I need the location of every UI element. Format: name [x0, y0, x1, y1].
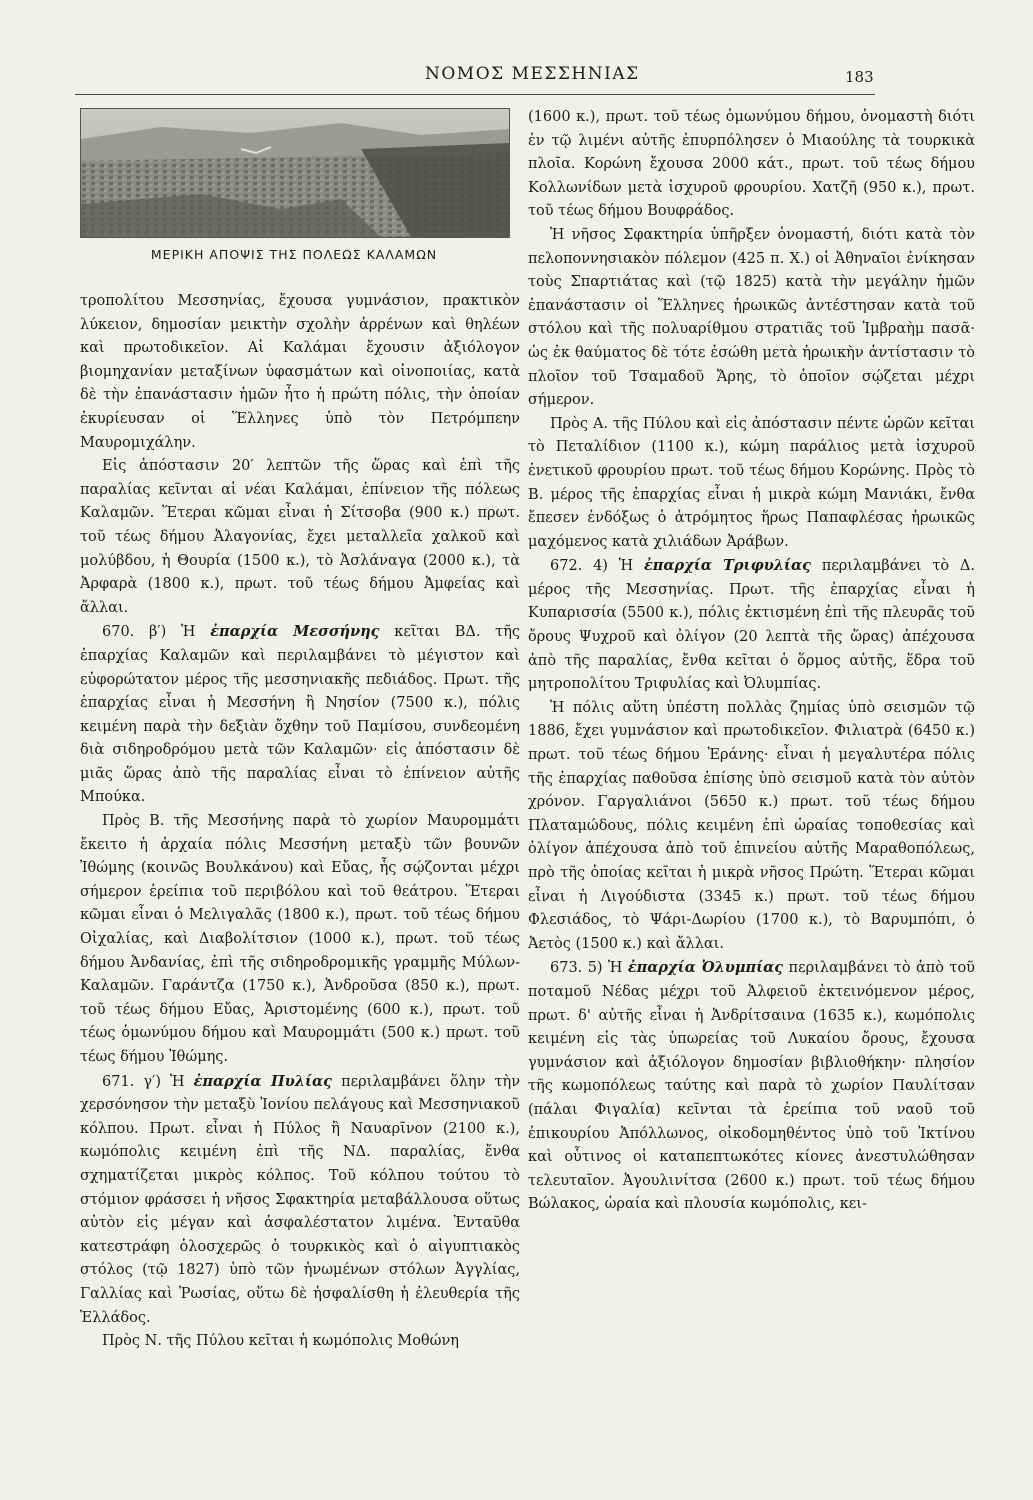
section-number: 671. γ′) Ἡ: [102, 1073, 185, 1090]
left-column: [80, 290, 520, 1354]
section-670: [80, 620, 520, 810]
kalamata-photograph: [80, 108, 510, 238]
section-number: 672. 4) Ἡ: [550, 558, 634, 575]
paragraph: Πρὸς Α. τῆς Πύλου καὶ εἰς ἀπόστασιν πέντε ὡρῶν κεῖται τὸ Πεταλίδιον (1100 κ.), κώμη παράλιος μετὰ ἰσχυροῦ ἐνετικοῦ φρουρίου πρωτ. τοῦ τέως δήμου Κορώνης. Πρὸς τὸ Β. μέρος τῆς ἐπαρχίας εἶναι ἡ μικρὰ κώμη Μανιάκι, ἔνθα ἔπεσεν ἐνδόξως ὁ ἀτρόμητος ἥρως Παπαφλέσας ἡρωικῶς μαχόμενος κατὰ χιλιάδων Ἀράβων.: [528, 415, 975, 550]
paragraph: (1600 κ.), πρωτ. τοῦ τέως ὁμωνύμου δήμου, ὀνομαστὴ διότι ἐν τῷ λιμένι αὐτῆς ἐπυρπόλησεν ὁ Μιαούλης τὰ τουρκικὰ πλοῖα. Κορώνη ἔχουσα 2000 κάτ., πρωτ. τοῦ τέως δήμου Κολλωνίδων μετὰ ἰσχυροῦ φρουρίου. Χατζῆ (950 κ.), πρωτ. τοῦ τέως δήμου Βουφράδος.: [528, 109, 975, 220]
section-text: κεῖται ΒΔ. τῆς ἐπαρχίας Καλαμῶν καὶ περιλαμβάνει τὸ μέγιστον καὶ εὐφορώτατον μέρος τῆς μεσσηνιακῆς πεδιάδος. Πρωτ. τῆς ἐπαρχίας εἶναι ἡ Μεσσήνη ἢ Νησίον (7500 κ.), πόλις κειμένη παρὰ τὴν δεξιὰν ὄχθην τοῦ Παμίσου, συνδεομένη διὰ σιδηροδρόμου μετὰ τῶν Καλαμῶν· εἰς ἀπόστασιν δὲ μιᾶς ὥρας ἀπὸ τῆς παραλίας εἶναι τὸ ἐπίνειον αὐτῆς Μπούκα.: [80, 624, 521, 806]
paragraph: Ἡ πόλις αὕτη ὑπέστη πολλὰς ζημίας ὑπὸ σεισμῶν τῷ 1886, ἔχει γυμνάσιον καὶ πρωτοδικεῖον. Φιλιατρὰ (6450 κ.) πρωτ. τοῦ τέως δήμου Ἐράνης· εἶναι ἡ μεγαλυτέρα πόλις τῆς ἐπαρχίας παθοῦσα ἐπίσης ὑπὸ σεισμοῦ κατὰ τὸν αὐτὸν χρόνον. Γαργαλιάνοι (5650 κ.) πρωτ. τοῦ τέως δήμου Πλαταμώδους, πόλις κειμένη ἐπὶ ὡραίας τοποθεσίας καὶ ὀλίγον ἀπέχουσα ἀπὸ τοῦ ἐπινείου αὐτῆς Μαραθοπόλεως, πρὸ τῆς ὁποίας κεῖται ἡ μικρὰ νῆσος Πρώτη. Ἕτεραι κῶμαι εἶναι ἡ Λιγούδιστα (3345 κ.) πρωτ. τοῦ τέως δήμου Φλεσιάδος, τὸ Ψάρι-Δωρίου (1700 κ.), τὸ Βαρυμπόπι, ὁ Ἀετὸς (1500 κ.) καὶ ἄλλαι.: [528, 699, 975, 952]
paragraph: Πρὸς Ν. τῆς Πύλου κεῖται ἡ κωμόπολις Μοθώνη: [102, 1333, 459, 1350]
running-title: ΝΟΜΟΣ ΜΕΣΣΗΝΙΑΣ: [425, 64, 640, 84]
section-671: [80, 1070, 520, 1331]
section-title: ἐπαρχία Ὀλυμπίας: [627, 959, 784, 977]
figure-caption: ΜΕΡΙΚΗ ΑΠΟΨΙΣ ΤΗΣ ΠΟΛΕΩΣ ΚΑΛΑΜΩΝ: [150, 247, 438, 262]
section-text: περιλαμβάνει ὅλην τὴν χερσόνησον τὴν μεταξὺ Ἰονίου πελάγους καὶ Μεσσηνιακοῦ κόλπου. Πρωτ. εἶναι ἡ Πύλος ἢ Ναυαρῖνον (2100 κ.), κωμόπολις κειμένη ἐπὶ τῆς ΝΔ. παραλίας, ἔνθα σχηματίζεται μικρὸς κόλπος. Τοῦ κόλπου τούτου τὸ στόμιον φράσσει ἡ νῆσος Σφακτηρία μεταβάλλουσα οὕτως αὐτὸν εἰς μέγαν καὶ ἀσφαλέστατον λιμένα. Ἐνταῦθα κατεστράφη ὁλοσχερῶς ὁ τουρκικὸς καὶ ὁ αἰγυπτιακὸς στόλος (τῷ 1827) ὑπὸ τῶν ἡνωμένων στόλων Ἀγγλίας, Γαλλίας καὶ Ῥωσίας, οὕτω δὲ ἠσφαλίσθη ἡ ἐλευθερία τῆς Ἑλλάδος.: [80, 1073, 521, 1326]
section-number: 670. β′) Ἡ: [102, 624, 196, 641]
paragraph: Ἡ νῆσος Σφακτηρία ὑπῆρξεν ὀνομαστή, διότι κατὰ τὸν πελοποννησιακὸν πόλεμον (425 π. Χ.) οἱ Ἀθηναῖοι ἐνίκησαν τοὺς Σπαρτιάτας καὶ (τῷ 1825) κατὰ τὴν μεγάλην ἡμῶν ἐπανάστασιν οἱ Ἕλληνες ἡρωικῶς ἀντέστησαν κατὰ τοῦ στόλου καὶ τῆς πολυαρίθμου στρατιᾶς τοῦ Ἰμβραὴμ πασᾶ· ὡς ἐκ θαύματος δὲ τότε ἐσώθη μετὰ ἡρωικὴν ἀντίστασιν τὸ πλοῖον τοῦ Τσαμαδοῦ Ἄρης, τὸ ὁποῖον σῴζεται μέχρι σήμερον.: [528, 226, 975, 409]
page-number: 183: [845, 68, 874, 86]
paragraph: τροπολίτου Μεσσηνίας, ἔχουσα γυμνάσιον, πρακτικὸν λύκειον, δημοσίαν μεικτὴν σχολὴν ἀρρένων καὶ θηλέων καὶ πρωτοδικεῖον. Αἱ Καλάμαι ἔχουσιν ἀξιόλογον βιομηχανίαν μεταξίνων ὑφασμάτων καὶ οἰνοποιίας, κατὰ δὲ τὴν ἐπανάστασιν ἡμῶν ἦτο ἡ πρώτη πόλις, τὴν ὁποίαν ἐκυρίευσαν οἱ Ἕλληνες ὑπὸ τὸν Πετρόμπεην Μαυρομιχάλην.: [80, 293, 520, 451]
paragraph: Πρὸς Β. τῆς Μεσσήνης παρὰ τὸ χωρίον Μαυρομμάτι ἔκειτο ἡ ἀρχαία πόλις Μεσσήνη μεταξὺ τῶν βουνῶν Ἰθώμης (κοινῶς Βουλκάνου) καὶ Εὔας, ἧς σῴζονται μέχρι σήμερον ἐρείπια τοῦ περιβόλου καὶ τοῦ θεάτρου. Ἕτεραι κῶμαι εἶναι ὁ Μελιγαλᾶς (1800 κ.), πρωτ. τοῦ τέως δήμου Οἰχαλίας, καὶ Διαβολίτσιον (1000 κ.), πρωτ. τοῦ τέως δήμου Ἀνδανίας, ἐπὶ τῆς σιδηροδρομικῆς γραμμῆς Μύλων-Καλαμῶν. Γαράντζα (1750 κ.), Ἀνδροῦσα (850 κ.), πρωτ. τοῦ τέως δήμου Εὔας, Ἀριστομένης (600 κ.), πρωτ. τοῦ τέως ὁμωνύμου δήμου καὶ Μαυρομμάτι (500 κ.) πρωτ. τοῦ τέως δήμου Ἰθώμης.: [80, 813, 520, 1065]
section-title: ἐπαρχία Τριφυλίας: [643, 557, 811, 575]
section-title: ἐπαρχία Πυλίας: [193, 1072, 332, 1090]
section-title: ἐπαρχία Μεσσήνης: [210, 623, 380, 641]
section-text: περιλαμβάνει τὸ ἀπὸ τοῦ ποταμοῦ Νέδας μέχρι τοῦ Ἀλφειοῦ ἐκτεινόμενον μέρος, πρωτ. δ' αὐτῆς εἶναι ἡ Ἀνδρίτσαινα (1635 κ.), κωμόπολις κειμένη εἰς τὰς ὑπωρείας τοῦ Λυκαίου ὄρους, ἔχουσα γυμνάσιον καὶ ἀξιόλογον δημοσίαν βιβλιοθήκην· πλησίον τῆς κωμοπόλεως ταύτης καὶ παρὰ τὸ χωρίον Παυλίτσαν (πάλαι Φιγαλία) κεῖνται τὰ ἐρείπια τοῦ ναοῦ τοῦ ἐπικουρίου Ἀπόλλωνος, οἰκοδομηθέντος ὑπὸ τοῦ Ἰκτίνου καὶ οὗτινος οἱ καταπεπτωκότες κίονες ἀνεστυλώθησαν τελευταῖον. Ἀγουλινίτσα (2600 κ.) πρωτ. τοῦ τέως δήμου Βώλακος, ὡραία καὶ πλουσία κωμόπολις, κει-: [528, 960, 976, 1213]
section-672: [528, 554, 975, 697]
page-header: [75, 60, 875, 95]
right-column: [528, 106, 975, 1217]
section-number: 673. 5) Ἡ: [550, 960, 623, 977]
section-text: περιλαμβάνει τὸ Δ. μέρος τῆς Μεσσηνίας. Πρωτ. τῆς ἐπαρχίας εἶναι ἡ Κυπαρισσία (5500 κ.), πόλις ἐκτισμένη ἐπὶ τῆς πλευρᾶς τοῦ ὄρους Ψυχροῦ καὶ ὀλίγον (20 λεπτὰ τῆς ὥρας) ἀπέχουσα ἀπὸ τῆς παραλίας, ἔνθα κεῖται ὁ ὅρμος αὐτῆς, ἕδρα τοῦ μητροπολίτου Τριφυλίας καὶ Ὀλυμπίας.: [528, 558, 975, 693]
section-673: [528, 956, 975, 1217]
paragraph: Εἰς ἀπόστασιν 20′ λεπτῶν τῆς ὥρας καὶ ἐπὶ τῆς παραλίας κεῖνται αἱ νέαι Καλάμαι, ἐπίνειον τῆς πόλεως Καλαμῶν. Ἕτεραι κῶμαι εἶναι ἡ Σίτσοβα (900 κ.) πρωτ. τοῦ τέως δήμου Ἀλαγονίας, ἔχει μεταλλεῖα χαλκοῦ καὶ μολύβδου, ἡ Θουρία (1500 κ.), τὸ Ἀσλάναγα (2000 κ.), τὰ Ἀρφαρὰ (1800 κ.), πρωτ. τοῦ τέως δήμου Ἀμφείας καὶ ἄλλαι.: [80, 458, 520, 616]
